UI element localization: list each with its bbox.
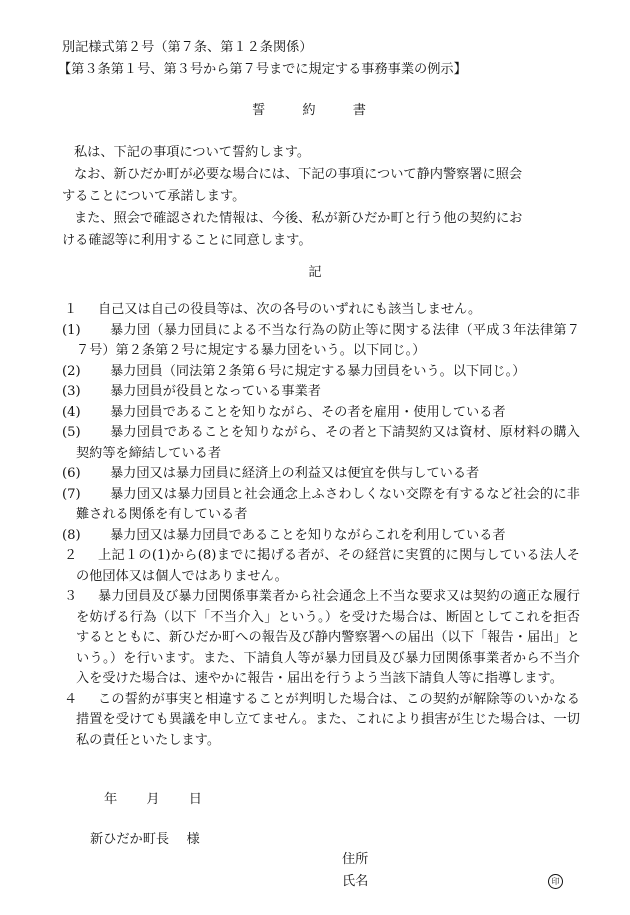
pledge-subitem-6: [62, 464, 580, 485]
intro-paragraph-2-line-2: することについて承諾します。: [62, 189, 246, 204]
name-label: 氏名: [342, 874, 369, 889]
item-number: (7): [62, 486, 81, 502]
date-field: 年 月 日: [104, 792, 210, 807]
item-text: 暴力団又は暴力団員であることを知りながらこれを利用している者: [110, 527, 506, 543]
item-text: 暴力団又は暴力団員に経済上の利益又は便宜を供与している者: [110, 466, 480, 481]
pledge-subitem-8: [62, 526, 580, 547]
item-text: 自己又は自己の役員等は、次の各号のいずれにも該当しません。: [98, 302, 482, 317]
pledge-item-2: [62, 546, 580, 587]
item-number: (5): [62, 425, 81, 440]
ki-heading: 記: [308, 265, 322, 280]
item-text: 上記１の(1)から(8)までに掲げる者が、その経営に実質的に関与している法人その他団体又は個人ではありません。: [76, 548, 580, 584]
item-number: ３: [64, 589, 78, 604]
seal-mark: 印: [548, 874, 563, 889]
item-text: 暴力団又は暴力団員と社会通念上ふさわしくない交際を有するなど社会的に非難される関係を有している者: [76, 486, 580, 522]
item-number: ４: [64, 691, 78, 707]
item-number: (8): [62, 527, 81, 543]
intro-paragraph-3-line-2: ける確認等に利用することに同意します。: [62, 233, 312, 248]
item-number: (6): [62, 466, 81, 481]
item-text: 暴力団員及び暴力団関係事業者から社会通念上不当な要求又は契約の適正な履行を妨げる行為（以下「不当介入」という。）を受けた場合は、断固としてこれを拒否するとともに、新ひだか町への報告及び静内警察署への届出（以下「報告・届出」という。）を行います。また、下請負人等が暴力団員及び暴力団関係事業者から不当介入を受けた場合は、速やかに報告・届出を行うよう当該下請負人等に指導します。: [76, 589, 580, 686]
item-number: (1): [62, 322, 81, 338]
pledge-items: [62, 300, 580, 751]
document-title: 誓 約 書: [252, 103, 378, 118]
intro-paragraph-2-line-1: なお、新ひだか町が必要な場合には、下記の事項について静内警察署に照会: [74, 167, 523, 182]
pledge-subitem-2: [62, 362, 580, 383]
pledge-subitem-5: [62, 423, 580, 464]
pledge-subitem-7: [62, 485, 580, 526]
pledge-subitem-1: [62, 321, 580, 362]
pledge-subitem-4: [62, 403, 580, 424]
scope-heading: 【第３条第１号、第３号から第７号までに規定する事務事業の例示】: [58, 62, 467, 77]
item-number: (2): [62, 363, 81, 379]
item-text: 暴力団（暴力団員による不当な行為の防止等に関する法律（平成３年法律第７７号）第２条第２号に規定する暴力団をいう。以下同じ。）: [76, 322, 580, 358]
item-number: (3): [62, 384, 81, 399]
item-text: この誓約が事実と相違することが判明した場合は、この契約が解除等のいかなる措置を受けても異議を申し立てません。また、これにより損害が生じた場合は、一切私の責任といたします。: [76, 691, 580, 748]
pledge-subitem-3: [62, 382, 580, 403]
pledge-item-4: [62, 690, 580, 752]
item-text: 暴力団員であることを知りながら、その者を雇用・使用している者: [110, 404, 506, 420]
item-number: ２: [64, 548, 78, 563]
item-text: 暴力団員であることを知りながら、その者と下請契約又は資材、原材料の購入契約等を締結している者: [76, 425, 580, 461]
pledge-item-1: [62, 300, 580, 321]
intro-paragraph-1: 私は、下記の事項について誓約します。: [74, 145, 311, 160]
addressee: 新ひだか町長 様: [90, 832, 200, 847]
item-text: 暴力団員が役員となっている事業者: [110, 384, 321, 399]
pledge-item-3: [62, 587, 580, 690]
address-label: 住所: [342, 852, 369, 867]
item-number: (4): [62, 404, 81, 420]
item-number: １: [64, 302, 78, 317]
item-text: 暴力団員（同法第２条第６号に規定する暴力団員をいう。以下同じ。）: [110, 363, 526, 379]
intro-paragraph-3-line-1: また、照会で確認された情報は、今後、私が新ひだか町と行う他の契約にお: [74, 211, 523, 226]
form-number: 別記様式第２号（第７条、第１２条関係）: [62, 40, 313, 55]
